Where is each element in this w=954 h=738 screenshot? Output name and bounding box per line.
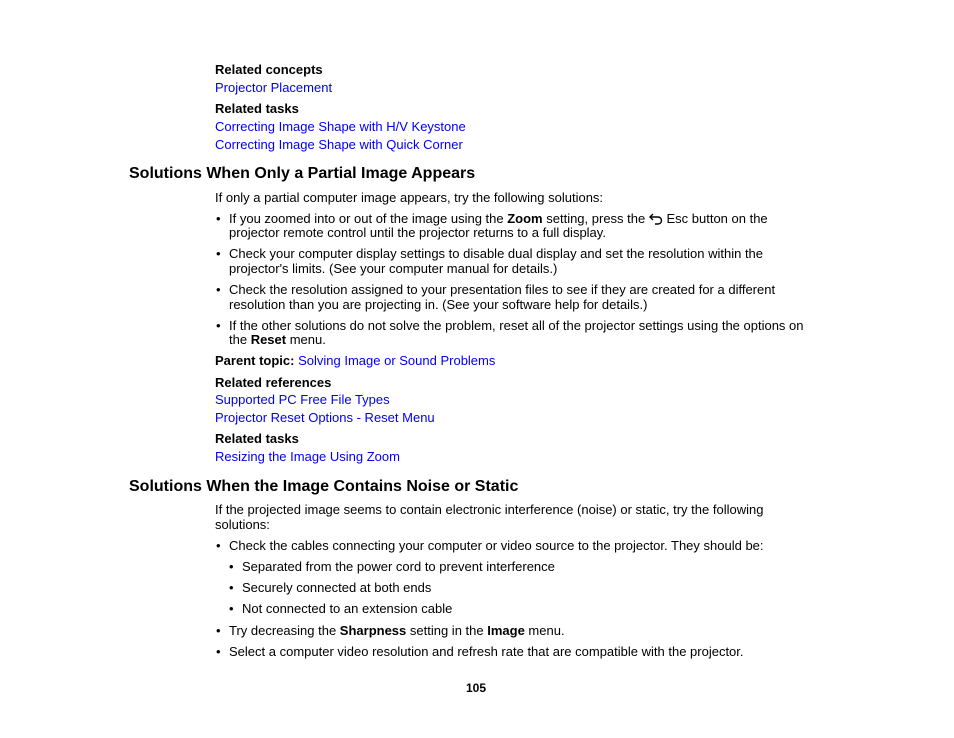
link-resizing-zoom[interactable]: Resizing the Image Using Zoom — [215, 449, 400, 464]
text: setting in the — [406, 623, 488, 638]
noise-intro: If the projected image seems to contain electronic interference (noise) or static, try the following — [215, 502, 764, 517]
partial-bullet-3: Check the resolution assigned to your presentation files to see if they are created for a different — [229, 282, 776, 297]
section-heading-partial-image: Solutions When Only a Partial Image Appears — [129, 165, 476, 182]
bullet-marker: • — [216, 623, 221, 638]
partial-bullet-1 — [229, 211, 768, 226]
related-concepts-label: Related concepts — [215, 62, 323, 77]
back-arrow-icon — [649, 212, 663, 225]
bullet-marker: • — [216, 211, 221, 226]
noise-bullet-3: Select a computer video resolution and refresh rate that are compatible with the projector. — [229, 644, 744, 659]
partial-bullet-2-line2: projector's limits. (See your computer manual for details.) — [229, 261, 558, 276]
partial-bullet-3-line2: resolution than you are projecting in. (See your software help for details.) — [229, 297, 648, 312]
related-references-label: Related references — [215, 375, 332, 390]
partial-bullet-2: Check your computer display settings to disable dual display and set the resolution within the — [229, 246, 764, 261]
text: menu. — [524, 623, 565, 638]
partial-bullet-4-line2 — [229, 332, 326, 347]
bullet-marker: • — [216, 282, 221, 297]
text: If you zoomed into or out of the image using the — [229, 211, 508, 226]
zoom-term: Zoom — [507, 211, 543, 226]
noise-intro-line2: solutions: — [215, 517, 270, 532]
text: Esc button on the — [662, 211, 768, 226]
partial-bullet-1-line2: projector remote control until the projector returns to a full display. — [229, 225, 606, 240]
bullet-marker: • — [216, 318, 221, 333]
bullet-marker: • — [216, 538, 221, 553]
sub-bullet-2: Securely connected at both ends — [242, 580, 432, 595]
parent-topic-label: Parent topic: — [215, 353, 295, 368]
text: menu. — [286, 332, 326, 347]
related-tasks-label: Related tasks — [215, 101, 299, 116]
sub-bullet-marker: • — [229, 559, 234, 574]
text: the — [229, 332, 251, 347]
page-number: 105 — [466, 681, 487, 695]
sub-bullet-3: Not connected to an extension cable — [242, 601, 453, 616]
image-term: Image — [487, 623, 525, 638]
link-reset-options[interactable]: Projector Reset Options - Reset Menu — [215, 410, 435, 425]
link-hv-keystone[interactable]: Correcting Image Shape with H/V Keystone — [215, 119, 466, 134]
sub-bullet-marker: • — [229, 601, 234, 616]
text: setting, press the — [542, 211, 649, 226]
text: Try decreasing the — [229, 623, 340, 638]
partial-bullet-4: If the other solutions do not solve the problem, reset all of the projector settings using the options on — [229, 318, 804, 333]
reset-term: Reset — [250, 332, 287, 347]
link-quick-corner[interactable]: Correcting Image Shape with Quick Corner — [215, 137, 463, 152]
sub-bullet-1: Separated from the power cord to prevent interference — [242, 559, 555, 574]
section-heading-noise-static: Solutions When the Image Contains Noise or Static — [129, 478, 519, 495]
noise-bullet-1: Check the cables connecting your computer or video source to the projector. They should be: — [229, 538, 764, 553]
noise-bullet-2 — [229, 623, 565, 638]
bullet-marker: • — [216, 246, 221, 261]
partial-image-intro: If only a partial computer image appears, try the following solutions: — [215, 190, 604, 205]
related-tasks-label: Related tasks — [215, 431, 299, 446]
sharpness-term: Sharpness — [339, 623, 407, 638]
parent-topic — [215, 353, 495, 368]
bullet-marker: • — [216, 644, 221, 659]
link-solving-image-sound[interactable]: Solving Image or Sound Problems — [298, 353, 496, 368]
sub-bullet-marker: • — [229, 580, 234, 595]
link-projector-placement[interactable]: Projector Placement — [215, 80, 333, 95]
link-pc-free-file-types[interactable]: Supported PC Free File Types — [215, 392, 390, 407]
